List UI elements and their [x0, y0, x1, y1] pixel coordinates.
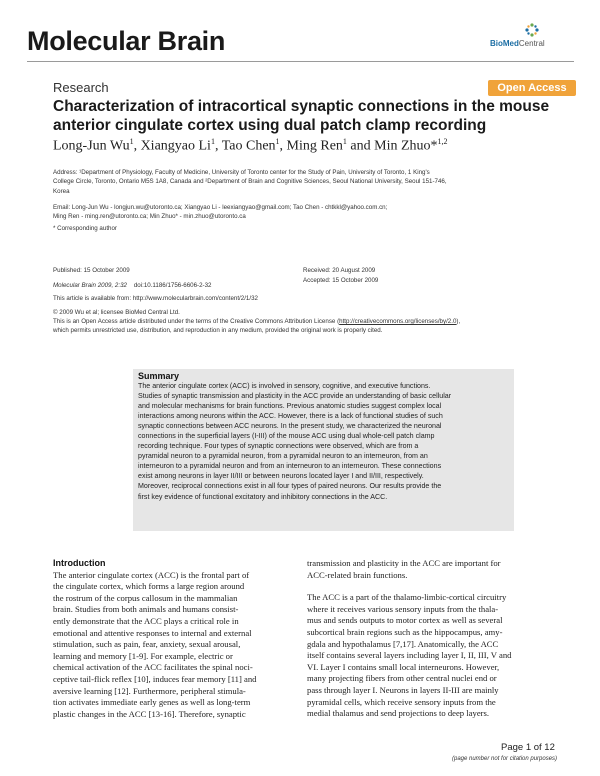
journal-title: Molecular Brain [27, 26, 226, 56]
license-statement [53, 317, 578, 336]
right-column [307, 558, 574, 720]
author-name: Xiangyao Li [140, 138, 211, 154]
author-affiliation: 1 [275, 137, 280, 146]
body-line: The ACC is a part of the thalamo-limbic-cortical circuitry [307, 592, 507, 603]
summary-line: first key evidence of functional excitatory and inhibitory connections in the ACC. [138, 492, 388, 501]
author-separator: , [214, 138, 222, 154]
body-line: learning and memory [1-9]. For example, electric or [53, 650, 233, 661]
author-separator: , [133, 138, 141, 154]
author-affiliation: 1,2 [437, 137, 448, 146]
body-line: gdala and hypothalamus [7,17]. Anatomically, the ACC [307, 638, 499, 649]
body-line: pass through layer I. Neurons in layers II-III are mainly [307, 684, 499, 695]
author-name: Ming Ren [286, 138, 343, 154]
journal-reference [53, 281, 211, 290]
email-line: Ming Ren - ming.ren@utoronto.ca; Min Zhuo* - min.zhuo@utoronto.ca [53, 213, 246, 221]
license-text: ), [456, 318, 461, 325]
article-url[interactable]: This article is available from: http://www.molecularbrain.com/content/2/1/32 [53, 295, 258, 302]
body-line: aversive learning [12]. Furthermore, peripheral stimula- [53, 685, 246, 696]
email-line: Email: Long-Jun Wu - longjun.wu@utoronto.ca; Xiangyao Li - leexiangyao@gmail.com; Tao Chen - chtkkl@yahoo.com.cn; [53, 204, 388, 211]
summary-line: recording technique. Four types of synaptic connections were observed, which are from a [138, 442, 419, 451]
journal-citation: Molecular Brain 2009, 2:32 [53, 282, 127, 289]
body-line: ceptive tail-flick reflex [10], induces fear memory [11] and [53, 673, 257, 684]
address-line: Korea [53, 187, 70, 195]
article-section-label: Research [53, 80, 109, 95]
publisher-logo[interactable] [490, 22, 575, 52]
article-title-line: anterior cingulate cortex using dual patch clamp recording [53, 116, 487, 134]
author-affiliation: 1 [342, 137, 347, 146]
summary-line: and molecular mechanisms for brain functions. Previous anatomic studies suggest complex local [138, 402, 442, 411]
body-line: brain. Studies from both animals and humans consist- [53, 604, 239, 615]
biomed-central-logo-icon [524, 22, 540, 38]
body-paragraph [307, 592, 574, 720]
body-line: many projecting fibers from other central nuclei end or [307, 673, 497, 684]
summary-line: interneuron to a pyramidal neuron and from an interneuron to an interneuron. These connections [138, 462, 442, 471]
summary-line: The anterior cingulate cortex (ACC) is involved in sensory, cognitive, and executive functions. [138, 382, 431, 390]
body-line: mus and sends outputs to motor cortex as well as several [307, 615, 503, 626]
body-line: subcortical brain regions such as the hippocampus, amy- [307, 626, 503, 637]
author-separator: and [346, 138, 375, 154]
publisher-brand: BioMed [490, 39, 519, 48]
body-line: stimulation, such as pain, fear, anxiety, sexual arousal, [53, 639, 241, 650]
body-line: The anterior cingulate cortex (ACC) is the frontal part of [53, 569, 250, 580]
author-emails [53, 203, 573, 222]
introduction-heading: Introduction [53, 558, 106, 568]
body-line: transmission and plasticity in the ACC are important for [307, 558, 501, 568]
accepted-date: Accepted: 15 October 2009 [303, 277, 379, 284]
publisher-suffix: Central [518, 39, 545, 48]
body-line: emotional and attentive responses to internal and external [53, 627, 252, 638]
license-text: which permits unrestricted use, distribution, and reproduction in any medium, provided the original work is properly cited. [53, 327, 383, 335]
author-affiliation: 1 [210, 137, 215, 146]
author-addresses [53, 168, 573, 196]
summary-line: pyramidal neuron to a pyramidal neuron, from a pyramidal neuron to an interneuron, from an [138, 452, 428, 461]
body-line: ACC-related brain functions. [307, 569, 408, 580]
left-column [53, 558, 300, 720]
body-line: ently demonstrate that the ACC plays a critical role in [53, 615, 239, 626]
page-number-note: (page number not for citation purposes) [452, 756, 558, 762]
author-separator: , [279, 138, 287, 154]
doi[interactable]: doi:10.1186/1756-6606-2-32 [133, 282, 212, 289]
license-text: This is an Open Access article distributed under the terms of the Creative Commons Attribution License ( [53, 318, 340, 325]
article-title-line: Characterization of intracortical synaptic connections in the mouse [53, 98, 550, 115]
page-number: Page 1 of 12 [501, 742, 555, 753]
license-link[interactable]: http://creativecommons.org/licenses/by/2.0 [339, 318, 457, 325]
body-line: pyramidal cells, which receive sensory inputs from the [307, 696, 496, 707]
author-list [53, 137, 448, 155]
body-line: the rostrum of the corpus callosum in the mammalian [53, 592, 238, 603]
summary-line: Moreover, reciprocal connections exist in all four types of paired neurons. Our results provide the [138, 482, 442, 491]
summary-line: Studies of synaptic transmission and plasticity in the ACC provide an understanding of basic cellular [138, 392, 452, 401]
summary-line: synaptic connections between ACC neurons. In the present study, we characterized the neuronal [138, 422, 442, 431]
open-access-badge[interactable]: Open Access [488, 80, 576, 96]
article-title [53, 98, 578, 135]
author-affiliation: 1 [129, 137, 134, 146]
summary-text [138, 381, 509, 502]
summary-line: exist among neurons in layer II/III or between neurons located layer I and II/III, respectively. [138, 472, 424, 481]
published-date: Published: 15 October 2009 [53, 267, 130, 274]
received-date: Received: 20 August 2009 [303, 267, 376, 274]
body-line: plastic changes in the ACC [13-16]. Therefore, synaptic [53, 708, 246, 719]
address-line: Address: ¹Department of Physiology, Faculty of Medicine, University of Toronto center for the Study of Pain, University of Toronto, 1 King's [53, 169, 430, 176]
header-divider [27, 61, 574, 62]
body-line: medial thalamus and send projections to deep layers. [307, 708, 490, 719]
copyright-notice: © 2009 Wu et al; licensee BioMed Central Ltd. [53, 309, 180, 316]
corresponding-author-note: * Corresponding author [53, 225, 117, 232]
summary-line: interactions among neurons within the ACC. However, there is a lack of functional studies of such [138, 412, 443, 421]
body-line: tion activates immediate early genes as well as long-term [53, 697, 251, 708]
publisher-name [490, 39, 545, 48]
body-line: VI. Layer I contains small local interneurons. However, [307, 661, 500, 672]
address-line: College Circle, Toronto, Ontario M5S 1A8, Canada and ²Department of Brain and Cognitive Sciences, Seoul National University, Seoul 151-746, [53, 178, 447, 186]
body-line: the cingulate cortex, which forms a large region around [53, 581, 245, 592]
summary-box [133, 369, 514, 531]
summary-line: connections in the superficial layers (I-III) of the mouse ACC using dual whole-cell patch clamp [138, 432, 435, 441]
summary-heading: Summary [138, 371, 180, 381]
author-name: Tao Chen [221, 138, 276, 154]
body-line: where it receives various sensory inputs from the thala- [307, 603, 499, 614]
body-line: chemical activation of the ACC facilitates the spinal noci- [53, 662, 253, 673]
author-name: Long-Jun Wu [53, 138, 130, 154]
author-name: Min Zhuo* [374, 138, 438, 154]
body-line: itself contains several layers including layer I, II, III, V and [307, 650, 512, 661]
